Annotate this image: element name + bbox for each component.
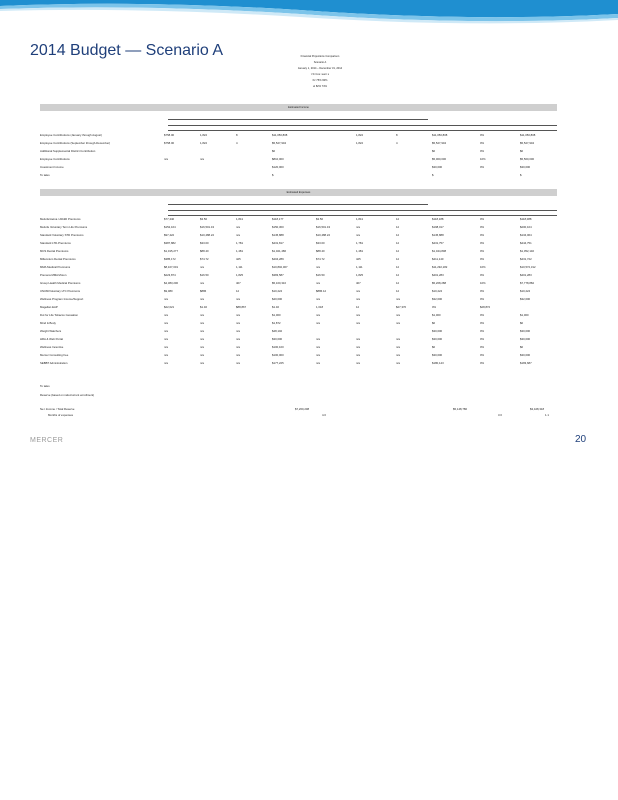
row-cell: n/a bbox=[200, 329, 204, 333]
row-cell: $411,140 bbox=[432, 257, 444, 261]
scenario-header-line: Scenario A bbox=[313, 61, 327, 64]
row-cell: 0% bbox=[480, 141, 485, 145]
row-cell: n/a bbox=[236, 353, 240, 357]
row-cell: 12 bbox=[396, 281, 400, 285]
row-cell: n/a bbox=[356, 233, 360, 237]
row-cell: $5,100,310 bbox=[272, 281, 286, 285]
row-cell: n/a bbox=[200, 321, 204, 325]
row-cell: n/a bbox=[396, 297, 400, 301]
row-cell: $1.40 bbox=[200, 305, 207, 309]
row-cell: $27,370 bbox=[396, 305, 407, 309]
row-cell: 0% bbox=[480, 329, 485, 333]
row-cell: n/a bbox=[316, 281, 320, 285]
row-cell: $444,751 bbox=[520, 241, 532, 245]
row-cell: 12 bbox=[396, 241, 400, 245]
row-cell: 12 bbox=[396, 265, 400, 269]
row-cell: $11,050,808 bbox=[272, 133, 288, 137]
row-label: Employee Contributions bbox=[40, 157, 70, 161]
row-cell: $150,300 bbox=[272, 225, 284, 229]
row-cell: n/a bbox=[316, 345, 320, 349]
row-cell: $1.40 bbox=[272, 305, 279, 309]
income-section-bar: Estimated Income bbox=[40, 104, 557, 111]
expense-column-header bbox=[40, 200, 557, 216]
row-cell: $886 bbox=[200, 289, 207, 293]
row-label: Magellan EAP bbox=[40, 305, 58, 309]
row-cell: $30,000 bbox=[272, 337, 283, 341]
row-cell: 1,111 bbox=[356, 265, 363, 269]
row-cell: $22,021 bbox=[164, 305, 175, 309]
row-cell: $10,224 bbox=[432, 289, 443, 293]
row-cell: $3.50 bbox=[316, 217, 323, 221]
row-cell: $1,021,486 bbox=[272, 249, 286, 253]
row-cell: n/a bbox=[356, 313, 360, 317]
row-cell: $11,050,808 bbox=[520, 133, 536, 137]
row-cell: $431,757 bbox=[432, 241, 444, 245]
row-cell: n/a bbox=[236, 321, 240, 325]
scenario-header-line: Financial Projections Comparison bbox=[300, 55, 340, 58]
row-cell: 10% bbox=[480, 265, 486, 269]
row-cell: 407 bbox=[236, 281, 241, 285]
row-cell: 1,822 bbox=[356, 141, 363, 145]
scenario-header-line: t % Cos i eat t s bbox=[310, 73, 330, 76]
table-row bbox=[40, 149, 557, 155]
row-cell: 1,822 bbox=[356, 133, 363, 137]
row-cell: 12 bbox=[396, 249, 400, 253]
row-cell: 0% bbox=[480, 257, 485, 261]
row-cell: $118,177 bbox=[272, 217, 284, 221]
row-cell: $100,000 bbox=[272, 353, 284, 357]
row-cell: n/a bbox=[396, 321, 400, 325]
row-cell: $30,000 bbox=[520, 329, 531, 333]
row-label: HRA & Web Portal bbox=[40, 337, 63, 341]
row-cell: $16,501.43 bbox=[316, 225, 330, 229]
row-cell: $10,224 bbox=[272, 289, 283, 293]
row-cell: n/a bbox=[164, 329, 168, 333]
row-label: Standard LTD-Premiums bbox=[40, 241, 71, 245]
table-row bbox=[40, 249, 557, 255]
row-cell: n/a bbox=[200, 313, 204, 317]
row-cell: n/a bbox=[316, 297, 320, 301]
row-cell: n/a bbox=[316, 353, 320, 357]
row-label: Wellness Incentive bbox=[40, 345, 64, 349]
row-cell: $32,000 bbox=[520, 297, 531, 301]
row-cell: n/a bbox=[356, 297, 360, 301]
row-cell: 12 bbox=[356, 305, 360, 309]
row-cell: $11,292,182 bbox=[432, 265, 448, 269]
row-cell: 0% bbox=[432, 305, 437, 309]
row-cell: n/a bbox=[396, 361, 400, 365]
row-cell: n/a bbox=[356, 225, 360, 229]
row-cell: $200,104 bbox=[520, 225, 532, 229]
row-cell: $183,687 bbox=[520, 361, 532, 365]
row-cell: 12 bbox=[396, 233, 400, 237]
row-cell: $9,080 bbox=[164, 289, 173, 293]
row-cell: $74.72 bbox=[316, 257, 325, 261]
row-cell: n/a bbox=[164, 297, 168, 301]
header-banner bbox=[0, 0, 618, 26]
table-row bbox=[40, 133, 557, 139]
row-cell: n/a bbox=[164, 353, 168, 357]
table-row bbox=[40, 165, 557, 171]
table-row bbox=[40, 345, 557, 351]
page-number: 20 bbox=[575, 434, 587, 445]
row-cell: $10,488.22 bbox=[200, 233, 214, 237]
row-cell: n/a bbox=[164, 313, 168, 317]
row-cell: $30,000 bbox=[432, 353, 443, 357]
row-cell: n/a bbox=[396, 313, 400, 317]
totals-row bbox=[40, 384, 557, 390]
row-cell: $177,225 bbox=[272, 361, 284, 365]
row-cell: $10,488.22 bbox=[316, 233, 330, 237]
row-cell: n/a bbox=[164, 361, 168, 365]
table-row bbox=[40, 265, 557, 271]
row-cell: $134,064 bbox=[520, 233, 532, 237]
row-cell: $0 bbox=[520, 321, 524, 325]
row-cell: $145,888 bbox=[432, 233, 444, 237]
table-row bbox=[40, 233, 557, 239]
row-cell: $1,052,140 bbox=[520, 249, 534, 253]
row-label: Employee Contributions (January through August) bbox=[40, 133, 102, 137]
row-cell: $30,000 bbox=[432, 165, 443, 169]
row-cell: $1,015,277 bbox=[164, 249, 178, 253]
row-label: UNUM/Voluntary LTC Premiums bbox=[40, 289, 81, 293]
row-cell: n/a bbox=[396, 337, 400, 341]
row-cell: $5,500,000 bbox=[520, 157, 534, 161]
row-cell: $30,000 bbox=[520, 353, 531, 357]
row-cell: $88,867 bbox=[236, 305, 247, 309]
row-cell: $4,383,200 bbox=[164, 281, 178, 285]
table-row bbox=[40, 141, 557, 147]
months-row bbox=[40, 413, 557, 419]
row-cell: $0 bbox=[520, 149, 524, 153]
row-cell: n/a bbox=[356, 321, 360, 325]
row-cell: 10% bbox=[480, 281, 486, 285]
row-cell: n/a bbox=[356, 345, 360, 349]
row-cell: 425 bbox=[356, 257, 361, 261]
row-label: Employee Contributions (September through-December) bbox=[40, 141, 111, 145]
row-cell: $5,527,904 bbox=[272, 141, 286, 145]
row-cell: $120,000 bbox=[272, 165, 284, 169]
row-cell: $77,440 bbox=[164, 217, 175, 221]
row-cell: 0% bbox=[480, 361, 485, 365]
row-label: MCS Dental Premiums bbox=[40, 249, 69, 253]
row-cell: 1,781 bbox=[356, 241, 363, 245]
row-cell: $223,874 bbox=[164, 273, 176, 277]
row-cell: 0% bbox=[480, 233, 485, 237]
row-cell: $10,802,007 bbox=[272, 265, 288, 269]
row-cell: $88.40 bbox=[316, 249, 325, 253]
row-cell: 12 bbox=[396, 273, 400, 277]
row-cell: 0% bbox=[480, 249, 485, 253]
row-cell: 0% bbox=[480, 273, 485, 277]
row-cell: n/a bbox=[236, 345, 240, 349]
scenario-header bbox=[160, 55, 480, 91]
totals-label: To tales bbox=[40, 384, 50, 388]
table-row bbox=[40, 241, 557, 247]
row-cell: $1,000 bbox=[432, 313, 441, 317]
net-income-label: Ne t Income / Total Reserve bbox=[40, 407, 75, 411]
row-cell: n/a bbox=[316, 313, 320, 317]
table-row bbox=[40, 273, 557, 279]
reserve-row bbox=[40, 393, 557, 399]
row-cell: $16,501.43 bbox=[200, 225, 214, 229]
table-row bbox=[40, 297, 557, 303]
row-cell: 0% bbox=[480, 133, 485, 137]
row-cell: 0% bbox=[480, 345, 485, 349]
net-income-value: $5,148,780 bbox=[453, 407, 467, 411]
row-cell: n/a bbox=[316, 337, 320, 341]
table-row bbox=[40, 353, 557, 359]
row-cell: n/a bbox=[396, 353, 400, 357]
table-row bbox=[40, 313, 557, 319]
scenario-header-line: el 82% 74% bbox=[313, 85, 327, 88]
scenario-header-line: Kz 75% 93% bbox=[312, 79, 328, 82]
months-value: 4.0 bbox=[322, 413, 326, 417]
row-cell: n/a bbox=[236, 361, 240, 365]
row-cell: $1,000 bbox=[520, 313, 529, 317]
table-row bbox=[40, 361, 557, 367]
net-income-value: $3,428,318 bbox=[530, 407, 544, 411]
row-label: Wellness Program Income/Support bbox=[40, 297, 84, 301]
row-cell: $10,572,312 bbox=[520, 265, 536, 269]
row-cell: 4 bbox=[236, 141, 238, 145]
row-label: Standard Voluntary STD Premiums bbox=[40, 233, 84, 237]
row-cell: $0 bbox=[520, 345, 524, 349]
row-cell: $30,000 bbox=[432, 337, 443, 341]
row-cell: n/a bbox=[164, 345, 168, 349]
row-cell: 10% bbox=[480, 157, 486, 161]
row-cell: $33.00 bbox=[316, 241, 325, 245]
row-cell: $48,102 bbox=[272, 329, 283, 333]
row-cell: $118,088 bbox=[520, 217, 532, 221]
row-cell: 1,481 bbox=[236, 249, 243, 253]
row-cell: $387,882 bbox=[164, 241, 176, 245]
row-cell: 1,841 bbox=[356, 217, 363, 221]
row-cell: $1,044,808 bbox=[432, 249, 446, 253]
row-cell: $0 bbox=[272, 149, 276, 153]
row-cell: 1,111 bbox=[236, 265, 243, 269]
row-cell: $145,888 bbox=[272, 233, 284, 237]
table-row bbox=[40, 257, 557, 263]
row-cell: n/a bbox=[200, 361, 204, 365]
row-cell: $74.72 bbox=[200, 257, 209, 261]
row-cell: $385,172 bbox=[164, 257, 176, 261]
row-cell: $758.00 bbox=[164, 133, 175, 137]
row-label: To tales bbox=[40, 173, 50, 177]
row-cell: n/a bbox=[200, 157, 204, 161]
row-cell: n/a bbox=[316, 361, 320, 365]
row-cell: $758.00 bbox=[164, 141, 175, 145]
table-row bbox=[40, 337, 557, 343]
row-cell: n/a bbox=[396, 345, 400, 349]
row-cell: 8 bbox=[396, 133, 398, 137]
row-cell: $431,817 bbox=[272, 241, 284, 245]
row-cell: 1,822 bbox=[200, 141, 207, 145]
row-cell: $404,289 bbox=[272, 257, 284, 261]
row-cell: 1,825 bbox=[236, 273, 243, 277]
row-cell: $118,188 bbox=[432, 217, 444, 221]
row-cell: 1,825 bbox=[356, 273, 363, 277]
row-cell: 0% bbox=[480, 149, 485, 153]
row-cell: n/a bbox=[356, 361, 360, 365]
row-cell: n/a bbox=[200, 353, 204, 357]
row-cell: $5,000,000 bbox=[432, 157, 446, 161]
table-row bbox=[40, 217, 557, 223]
row-cell: $88.40 bbox=[200, 249, 209, 253]
table-row bbox=[40, 157, 557, 163]
row-cell: $30,000 bbox=[520, 165, 531, 169]
row-cell: 425 bbox=[236, 257, 241, 261]
row-cell: n/a bbox=[236, 233, 240, 237]
row-cell: $0 bbox=[432, 149, 436, 153]
row-label: Group Health Medical Premiums bbox=[40, 281, 81, 285]
table-row bbox=[40, 305, 557, 311]
row-cell: 1,822 bbox=[200, 133, 207, 137]
row-cell: 407 bbox=[356, 281, 361, 285]
row-cell: n/a bbox=[200, 337, 204, 341]
table-row bbox=[40, 225, 557, 231]
row-cell: 0% bbox=[480, 337, 485, 341]
row-cell: 12 bbox=[396, 289, 400, 293]
row-cell: $10,224 bbox=[520, 289, 531, 293]
row-cell: $32,000 bbox=[432, 297, 443, 301]
row-label: Dut for Life Tobacco Cessation bbox=[40, 313, 79, 317]
row-cell: n/a bbox=[236, 225, 240, 229]
table-row bbox=[40, 281, 557, 287]
months-value: 3.0 bbox=[498, 413, 502, 417]
row-label: MMA Medical Premiums bbox=[40, 265, 71, 269]
row-label: MetLife/Aetna / AD&D Premiums bbox=[40, 217, 81, 221]
row-cell: n/a bbox=[200, 345, 204, 349]
row-cell: $30,000 bbox=[432, 329, 443, 333]
row-cell: 12 bbox=[396, 217, 400, 221]
months-label: Months of expenses bbox=[48, 413, 74, 417]
row-cell: $33.00 bbox=[200, 241, 209, 245]
reserve-label: Reserve (based on ratio/current enrollment) bbox=[40, 393, 95, 397]
row-cell: 0% bbox=[480, 313, 485, 317]
row-cell: $886.12 bbox=[316, 289, 327, 293]
row-label: Mercer Consulting Fee bbox=[40, 353, 69, 357]
row-cell: $198,017 bbox=[432, 225, 444, 229]
row-cell: 8 bbox=[236, 133, 238, 137]
row-cell: $401,283 bbox=[520, 273, 532, 277]
scenario-header-line: January 1, 2014 – December 31, 2014 bbox=[297, 67, 343, 70]
row-cell: 0% bbox=[480, 217, 485, 221]
row-cell: 1,481 bbox=[356, 249, 363, 253]
row-cell: $16.50 bbox=[316, 273, 325, 277]
row-label: Premera MMA/Vision bbox=[40, 273, 67, 277]
row-cell: n/a bbox=[164, 337, 168, 341]
row-cell: 12 bbox=[396, 257, 400, 261]
row-cell: $1,000 bbox=[272, 313, 281, 317]
row-cell: 0% bbox=[480, 225, 485, 229]
row-cell: n/a bbox=[236, 313, 240, 317]
table-row bbox=[40, 173, 557, 179]
row-cell: $40,000 bbox=[272, 297, 283, 301]
row-cell: n/a bbox=[164, 321, 168, 325]
row-cell: 0% bbox=[480, 353, 485, 357]
row-cell: $180,143 bbox=[432, 361, 444, 365]
row-cell: n/a bbox=[200, 297, 204, 301]
row-cell: $8,107,001 bbox=[164, 265, 178, 269]
row-cell: $3.50 bbox=[200, 217, 207, 221]
income-column-header bbox=[40, 115, 557, 131]
row-cell: n/a bbox=[200, 265, 204, 269]
row-cell: n/a bbox=[236, 297, 240, 301]
row-cell: n/a bbox=[356, 289, 360, 293]
net-income-value: $7,200,208 bbox=[295, 407, 309, 411]
row-cell: n/a bbox=[164, 157, 168, 161]
row-cell: $0 bbox=[432, 321, 436, 325]
row-label: Investment Income bbox=[40, 165, 64, 169]
row-cell: $97,422 bbox=[164, 233, 175, 237]
row-cell: $401,283 bbox=[432, 273, 444, 277]
row-cell: n/a bbox=[236, 329, 240, 333]
footer-brand: MERCER bbox=[30, 437, 64, 444]
row-cell: 1,018 bbox=[316, 305, 323, 309]
row-cell: 0% bbox=[480, 165, 485, 169]
row-cell: $431,722 bbox=[520, 257, 532, 261]
row-cell: 4 bbox=[396, 141, 398, 145]
row-cell: $28,872 bbox=[480, 305, 491, 309]
row-label: MetLife Voluntary Term Life Premiums bbox=[40, 225, 88, 229]
row-cell: 0% bbox=[480, 321, 485, 325]
row-cell: n/a bbox=[236, 337, 240, 341]
page-title: 2014 Budget — Scenario A bbox=[30, 42, 224, 59]
row-cell: $11,050,808 bbox=[432, 133, 448, 137]
row-cell: $16.50 bbox=[200, 273, 209, 277]
row-cell: n/a bbox=[356, 337, 360, 341]
table-row bbox=[40, 289, 557, 295]
row-label: SEBBT Administration bbox=[40, 361, 68, 365]
row-cell: $ bbox=[432, 173, 434, 177]
row-cell: $0 bbox=[432, 345, 436, 349]
row-cell: $30,000 bbox=[520, 337, 531, 341]
table-row bbox=[40, 321, 557, 327]
row-cell: $5,527,904 bbox=[432, 141, 446, 145]
row-cell: 12 bbox=[396, 225, 400, 229]
row-cell: $100,100 bbox=[272, 345, 284, 349]
row-label: Millennium Dental Premiums bbox=[40, 257, 76, 261]
row-cell: $1,872 bbox=[272, 321, 281, 325]
row-cell: n/a bbox=[316, 321, 320, 325]
row-cell: 0% bbox=[480, 297, 485, 301]
row-label: Mind & Body bbox=[40, 321, 56, 325]
expense-section-bar: Estimated Expenses bbox=[40, 189, 557, 196]
row-cell: $5,208,288 bbox=[432, 281, 446, 285]
row-cell: 0% bbox=[480, 241, 485, 245]
row-cell: $7,778,882 bbox=[520, 281, 534, 285]
row-label: Additional Supplemental District Contribution bbox=[40, 149, 96, 153]
row-cell: $ bbox=[520, 173, 522, 177]
row-cell: $ bbox=[272, 173, 274, 177]
row-cell: $152,164 bbox=[164, 225, 176, 229]
row-cell: n/a bbox=[200, 281, 204, 285]
row-cell: 1,841 bbox=[236, 217, 243, 221]
row-cell: 1,781 bbox=[236, 241, 243, 245]
row-cell: n/a bbox=[356, 353, 360, 357]
row-cell: $383,587 bbox=[272, 273, 284, 277]
row-cell: $5,527,904 bbox=[520, 141, 534, 145]
row-cell: 12 bbox=[236, 289, 240, 293]
row-cell: $810,000 bbox=[272, 157, 284, 161]
table-row bbox=[40, 329, 557, 335]
row-label: Weight Watchers bbox=[40, 329, 62, 333]
row-cell: n/a bbox=[316, 265, 320, 269]
row-cell: 0% bbox=[480, 289, 485, 293]
months-value: 1.1 bbox=[545, 413, 549, 417]
